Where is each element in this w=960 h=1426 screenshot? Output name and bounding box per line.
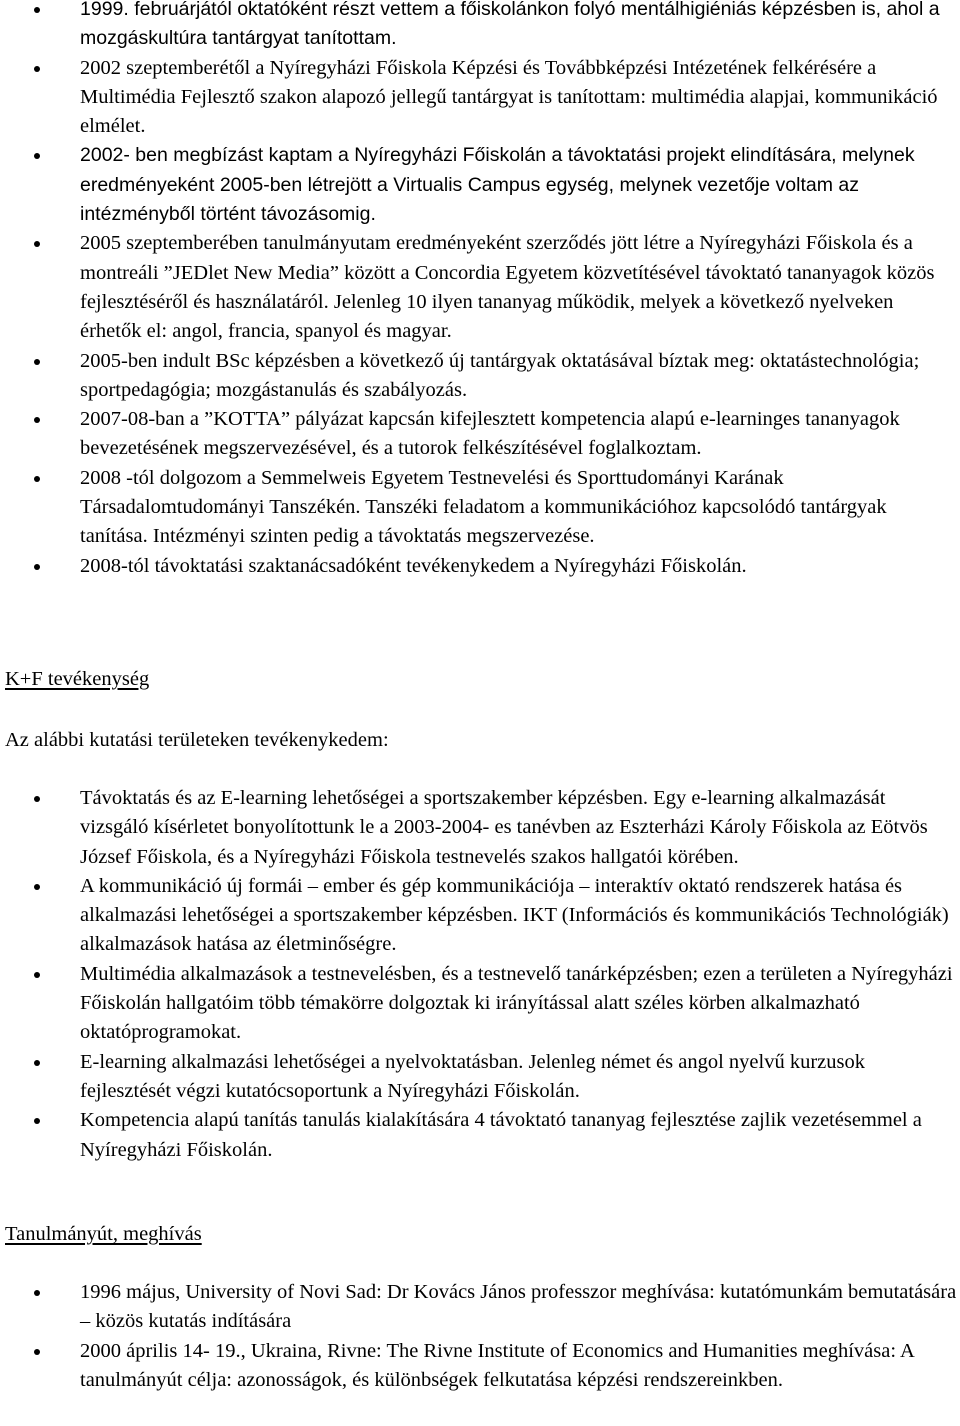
list-item-text: 1996 május, University of Novi Sad: Dr Kovács János professzor meghívása: kutatómunkám bemutatására – közös kutatás indítására: [80, 1281, 957, 1333]
list-item: [0, 54, 960, 142]
teaching-experience-list: [0, 0, 960, 581]
list-item: [0, 229, 960, 346]
list-item-text: 2000 április 14- 19., Ukraina, Rivne: The Rivne Institute of Economics and Humanities meghívása: A tanulmányút célja: azonosságok, és különbségek felkutatása képzési rendszereinkben.: [80, 1339, 914, 1391]
list-item-text: 2008 -tól dolgozom a Semmelweis Egyetem Testnevelési és Sporttudományi Karának Társadalomtudományi Tanszékén. Tanszéki feladatom a kommunikációhoz kapcsolódó tantárgyak tanítása. Intézményi szinten pedig a távoktatás megszervezése.: [80, 466, 887, 548]
list-item-text: 1999. februárjától oktatóként részt vettem a főiskolánkon folyó mentálhigiéniás képzésben is, ahol a mozgáskultúra tantárgyat tanítottam.: [80, 0, 940, 50]
list-item: [0, 0, 960, 54]
list-item: [0, 405, 960, 464]
list-item: [0, 872, 960, 960]
list-item: [0, 960, 960, 1048]
list-item-text: 2005 szeptemberében tanulmányutam eredményeként szerződés jött létre a Nyíregyházi Főiskola és a montreáli ”JEDlet New Media” között a Concordia Egyetem közvetítésével távoktató tananyagok közös fejlesztéséről és használatáról. Jelenleg 10 ilyen tananyag működik, melyek a következő nyelveken érhetők el: angol, francia, spanyol és magyar.: [80, 232, 935, 343]
list-item: [0, 464, 960, 552]
list-item-text: Kompetencia alapú tanítás tanulás kialakítására 4 távoktató tananyag fejlesztése zajlik vezetésemmel a Nyíregyházi Főiskolán.: [80, 1109, 922, 1161]
list-item-text: 2005-ben indult BSc képzésben a következő új tantárgyak oktatásával bíztak meg: oktatástechnológia; sportpedagógia; mozgástanulás és szabályozás.: [80, 349, 920, 401]
section-heading-kf: K+F tevékenység: [5, 668, 150, 690]
section-heading-study-trips: Tanulmányút, meghívás: [5, 1223, 202, 1245]
list-item: [0, 1337, 960, 1396]
list-item-text: E-learning alkalmazási lehetőségei a nyelvoktatásban. Jelenleg német és angol nyelvű kurzusok fejlesztését végzi kutatócsoportunk a Nyíregyházi Főiskolán.: [80, 1050, 865, 1102]
study-trips-list: [0, 1278, 960, 1395]
list-item: [0, 141, 960, 229]
list-item-text: Multimédia alkalmazások a testnevelésben, és a testnevelő tanárképzésben; ezen a területen a Nyíregyházi Főiskolán hallgatóim több témakörre dolgoztak ki irányítással alatt széles körben alkalmazható oktatóprogramokat.: [80, 962, 953, 1044]
list-item-text: Távoktatás és az E-learning lehetőségei a sportszakember képzésben. Egy e-learning alkalmazását vizsgáló kísérletet bonyolítottunk le a 2003-2004- es tanévben az Eszterházi Károly Főiskola az Eötvös József Főiskola, és a Nyíregyházi Főiskola testnevelés szakos hallgatói körében.: [80, 787, 928, 868]
list-item: [0, 1278, 960, 1337]
list-item: [0, 1048, 960, 1107]
list-item: [0, 1106, 960, 1165]
list-item-text: A kommunikáció új formái – ember és gép kommunikációja – interaktív oktató rendszerek hatása és alkalmazási lehetőségei a sportszakember képzésben. IKT (Információs és kommunikációs Technológiák) alkalmazások hatása az életminőségre.: [80, 874, 949, 956]
list-item-text: 2008-tól távoktatási szaktanácsadóként tevékenykedem a Nyíregyházi Főiskolán.: [80, 554, 747, 577]
list-item-text: 2002 szeptemberétől a Nyíregyházi Főiskola Képzési és Továbbképzési Intézetének felkérésére a Multimédia Fejlesztő szakon alapozó jellegű tantárgyat is tanítottam: multimédia alapjai, kommunikáció elmélet.: [80, 56, 938, 138]
research-intro-text: Az alábbi kutatási területeken tevékenykedem:: [5, 729, 389, 751]
list-item: [0, 552, 960, 581]
list-item: [0, 784, 960, 872]
list-item-text: 2007-08-ban a ”KOTTA” pályázat kapcsán kifejlesztett kompetencia alapú e-learninges tananyagok bevezetésének megszervezésével, és a tutorok felkészítésével foglalkoztam.: [80, 408, 900, 460]
research-areas-list: [0, 784, 960, 1165]
list-item-text: 2002- ben megbízást kaptam a Nyíregyházi Főiskolán a távoktatási projekt elindítására, melynek eredményeként 2005-ben létrejött a Virtualis Campus egység, melynek vezetője voltam az intézményből történt távozásomig.: [80, 144, 915, 226]
list-item: [0, 347, 960, 406]
